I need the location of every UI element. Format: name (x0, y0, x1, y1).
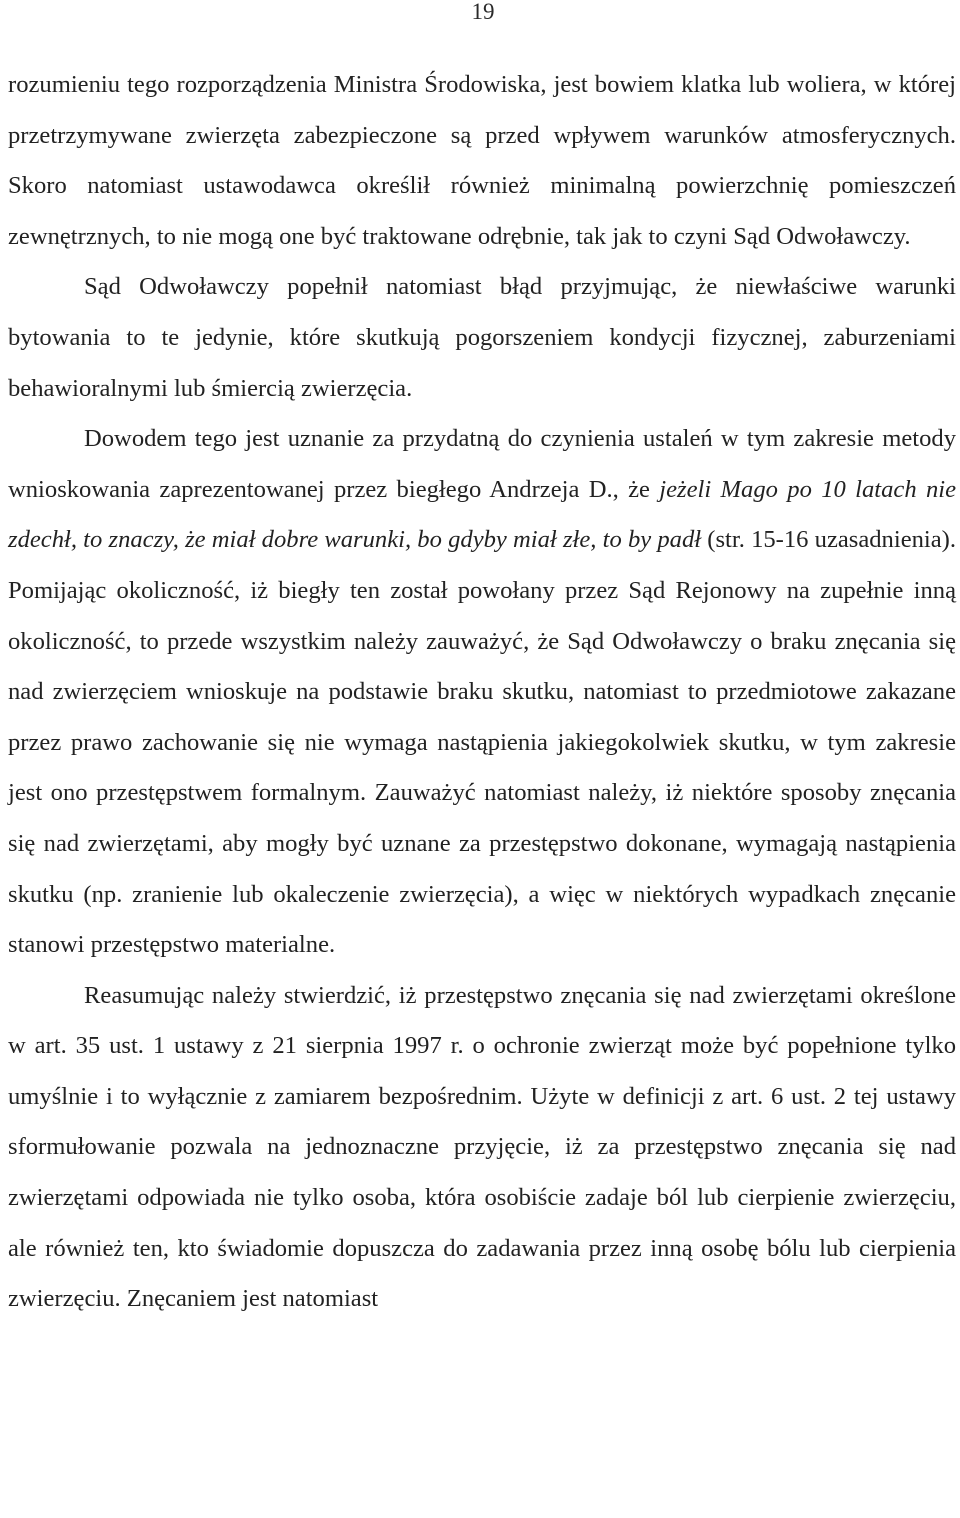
body-text (8, 60, 956, 1325)
text-segment: Sąd Odwoławczy popełnił natomiast błąd przyjmując, że niewłaściwe warunki bytowania to te jedynie, które skutkują pogorszeniem kondycji fizycznej, zaburzeniami behawioralnymi lub śmiercią zwierzęcia. (8, 273, 956, 402)
page-number: 19 (471, 0, 495, 24)
text-segment: Dowodem tego jest uznanie za przydatną do czynienia ustaleń w tym zakresie metody wnioskowania zaprezentowanej przez biegłego Andrzeja D., że (8, 425, 956, 503)
paragraph (8, 971, 956, 1325)
italic-quote: jeżeli Mago po 10 latach nie zdechł, to znaczy, że miał dobre warunki, bo gdyby miał złe, to by padł (8, 475, 957, 554)
text-segment: rozumieniu tego rozporządzenia Ministra Środowiska, jest bowiem klatka lub woliera, w której przetrzymywane zwierzęta zabezpieczone są przed wpływem warunków atmosferycznych. Skoro natomiast ustawodawca określił również minimalną powierzchnię pomieszczeń zewnętrznych, to nie mogą one być traktowane odrębnie, tak jak to czyni Sąd Odwoławczy. (8, 71, 956, 250)
paragraph (8, 414, 956, 971)
text-segment: Reasumując należy stwierdzić, iż przestępstwo znęcania się nad zwierzętami określone w art. 35 ust. 1 ustawy z 21 sierpnia 1997 r. o ochronie zwierząt może być popełnione tylko umyślnie i to wyłącznie z zamiarem bezpośrednim. Użyte w definicji z art. 6 ust. 2 tej ustawy sformułowanie pozwala na jednoznaczne przyjęcie, iż za przestępstwo znęcania się nad zwierzętami odpowiada nie tylko osoba, która osobiście zadaje ból lub cierpienie zwierzęciu, ale również ten, kto świadomie dopuszcza do zadawania przez inną osobę bólu lub cierpienia zwierzęciu. Znęcaniem jest natomiast (8, 981, 956, 1313)
text-segment: (str. 15-16 uzasadnienia). Pomijając okoliczność, iż biegły ten został powołany przez Sąd Rejonowy na zupełnie inną okoliczność, to przede wszystkim należy zauważyć, że Sąd Odwoławczy o braku znęcania się nad zwierzęciem wnioskuje na podstawie braku skutku, natomiast to przedmiotowe zakazane przez prawo zachowanie się nie wymaga nastąpienia jakiegokolwiek skutku, w tym zakresie jest ono przestępstwem formalnym. Zauważyć natomiast należy, iż niektóre sposoby znęcania się nad zwierzętami, aby mogły być uznane za przestępstwo dokonane, wymagają nastąpienia skutku (np. zranienie lub okaleczenie zwierzęcia), a więc w niektórych wypadkach znęcanie stanowi przestępstwo materialne. (8, 526, 956, 959)
paragraph (8, 262, 956, 414)
paragraph (8, 60, 956, 262)
